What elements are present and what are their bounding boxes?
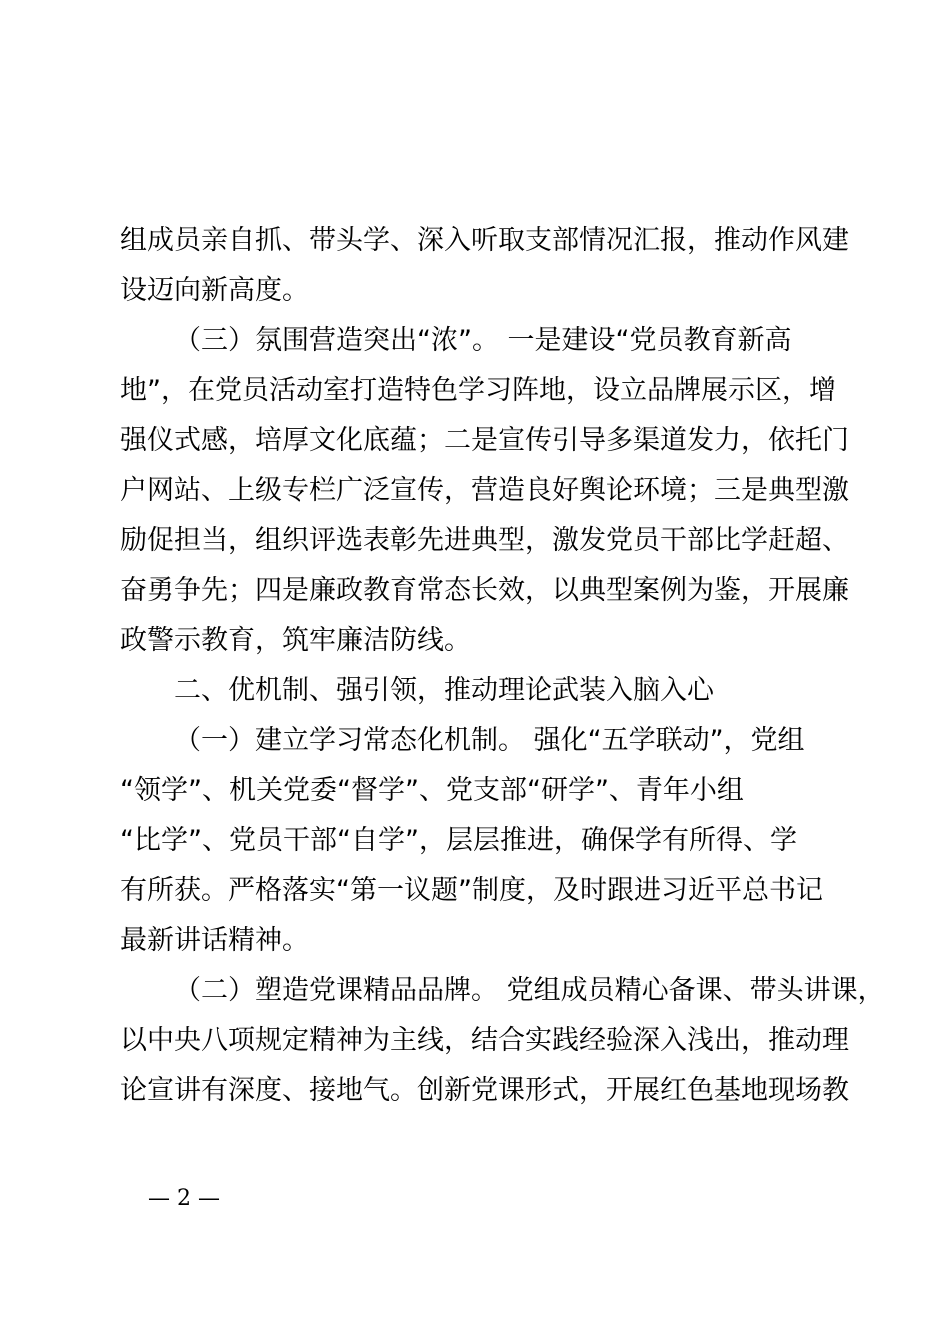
section-heading: 二、优机制、强引领，推动理论武装入脑入心: [174, 675, 714, 706]
body-line: 最新讲话精神。: [120, 925, 309, 956]
body-line: 组成员亲自抓、带头学、深入听取支部情况汇报，推动作风建: [120, 225, 849, 256]
document-body: [120, 216, 885, 1116]
body-line: 政警示教育，筑牢廉洁防线。: [120, 625, 471, 656]
body-line: 励促担当，组织评选表彰先进典型，激发党员干部比学赶超、: [120, 525, 849, 556]
body-line: 以中央八项规定精神为主线，结合实践经验深入浅出，推动理: [120, 1025, 849, 1056]
body-line: 论宣讲有深度、接地气。创新党课形式，开展红色基地现场教: [120, 1075, 849, 1106]
subheading-paragraph-start: （二）塑造党课精品品牌。 党组成员精心备课、带头讲课，: [174, 975, 885, 1006]
body-line: 奋勇争先；四是廉政教育常态长效，以典型案例为鉴，开展廉: [120, 575, 849, 606]
subheading-paragraph-start: （一）建立学习常态化机制。 强化“五学联动”，党组: [174, 725, 805, 756]
body-line: “比学”、党员干部“自学”，层层推进，确保学有所得、学: [120, 825, 797, 856]
body-line: 地”，在党员活动室打造特色学习阵地，设立品牌展示区，增: [120, 375, 836, 406]
body-line: “领学”、机关党委“督学”、党支部“研学”、青年小组: [120, 775, 744, 806]
body-line: 设迈向新高度。: [120, 275, 309, 306]
body-line: 强仪式感，培厚文化底蕴；二是宣传引导多渠道发力，依托门: [120, 425, 849, 456]
body-line: 户网站、上级专栏广泛宣传，营造良好舆论环境；三是典型激: [120, 475, 849, 506]
body-line: 有所获。严格落实“第一议题”制度，及时跟进习近平总书记: [120, 875, 823, 906]
subheading-paragraph-start: （三）氛围营造突出“浓”。 一是建设“党员教育新高: [174, 325, 792, 356]
page-number: — 2 —: [148, 1186, 220, 1211]
